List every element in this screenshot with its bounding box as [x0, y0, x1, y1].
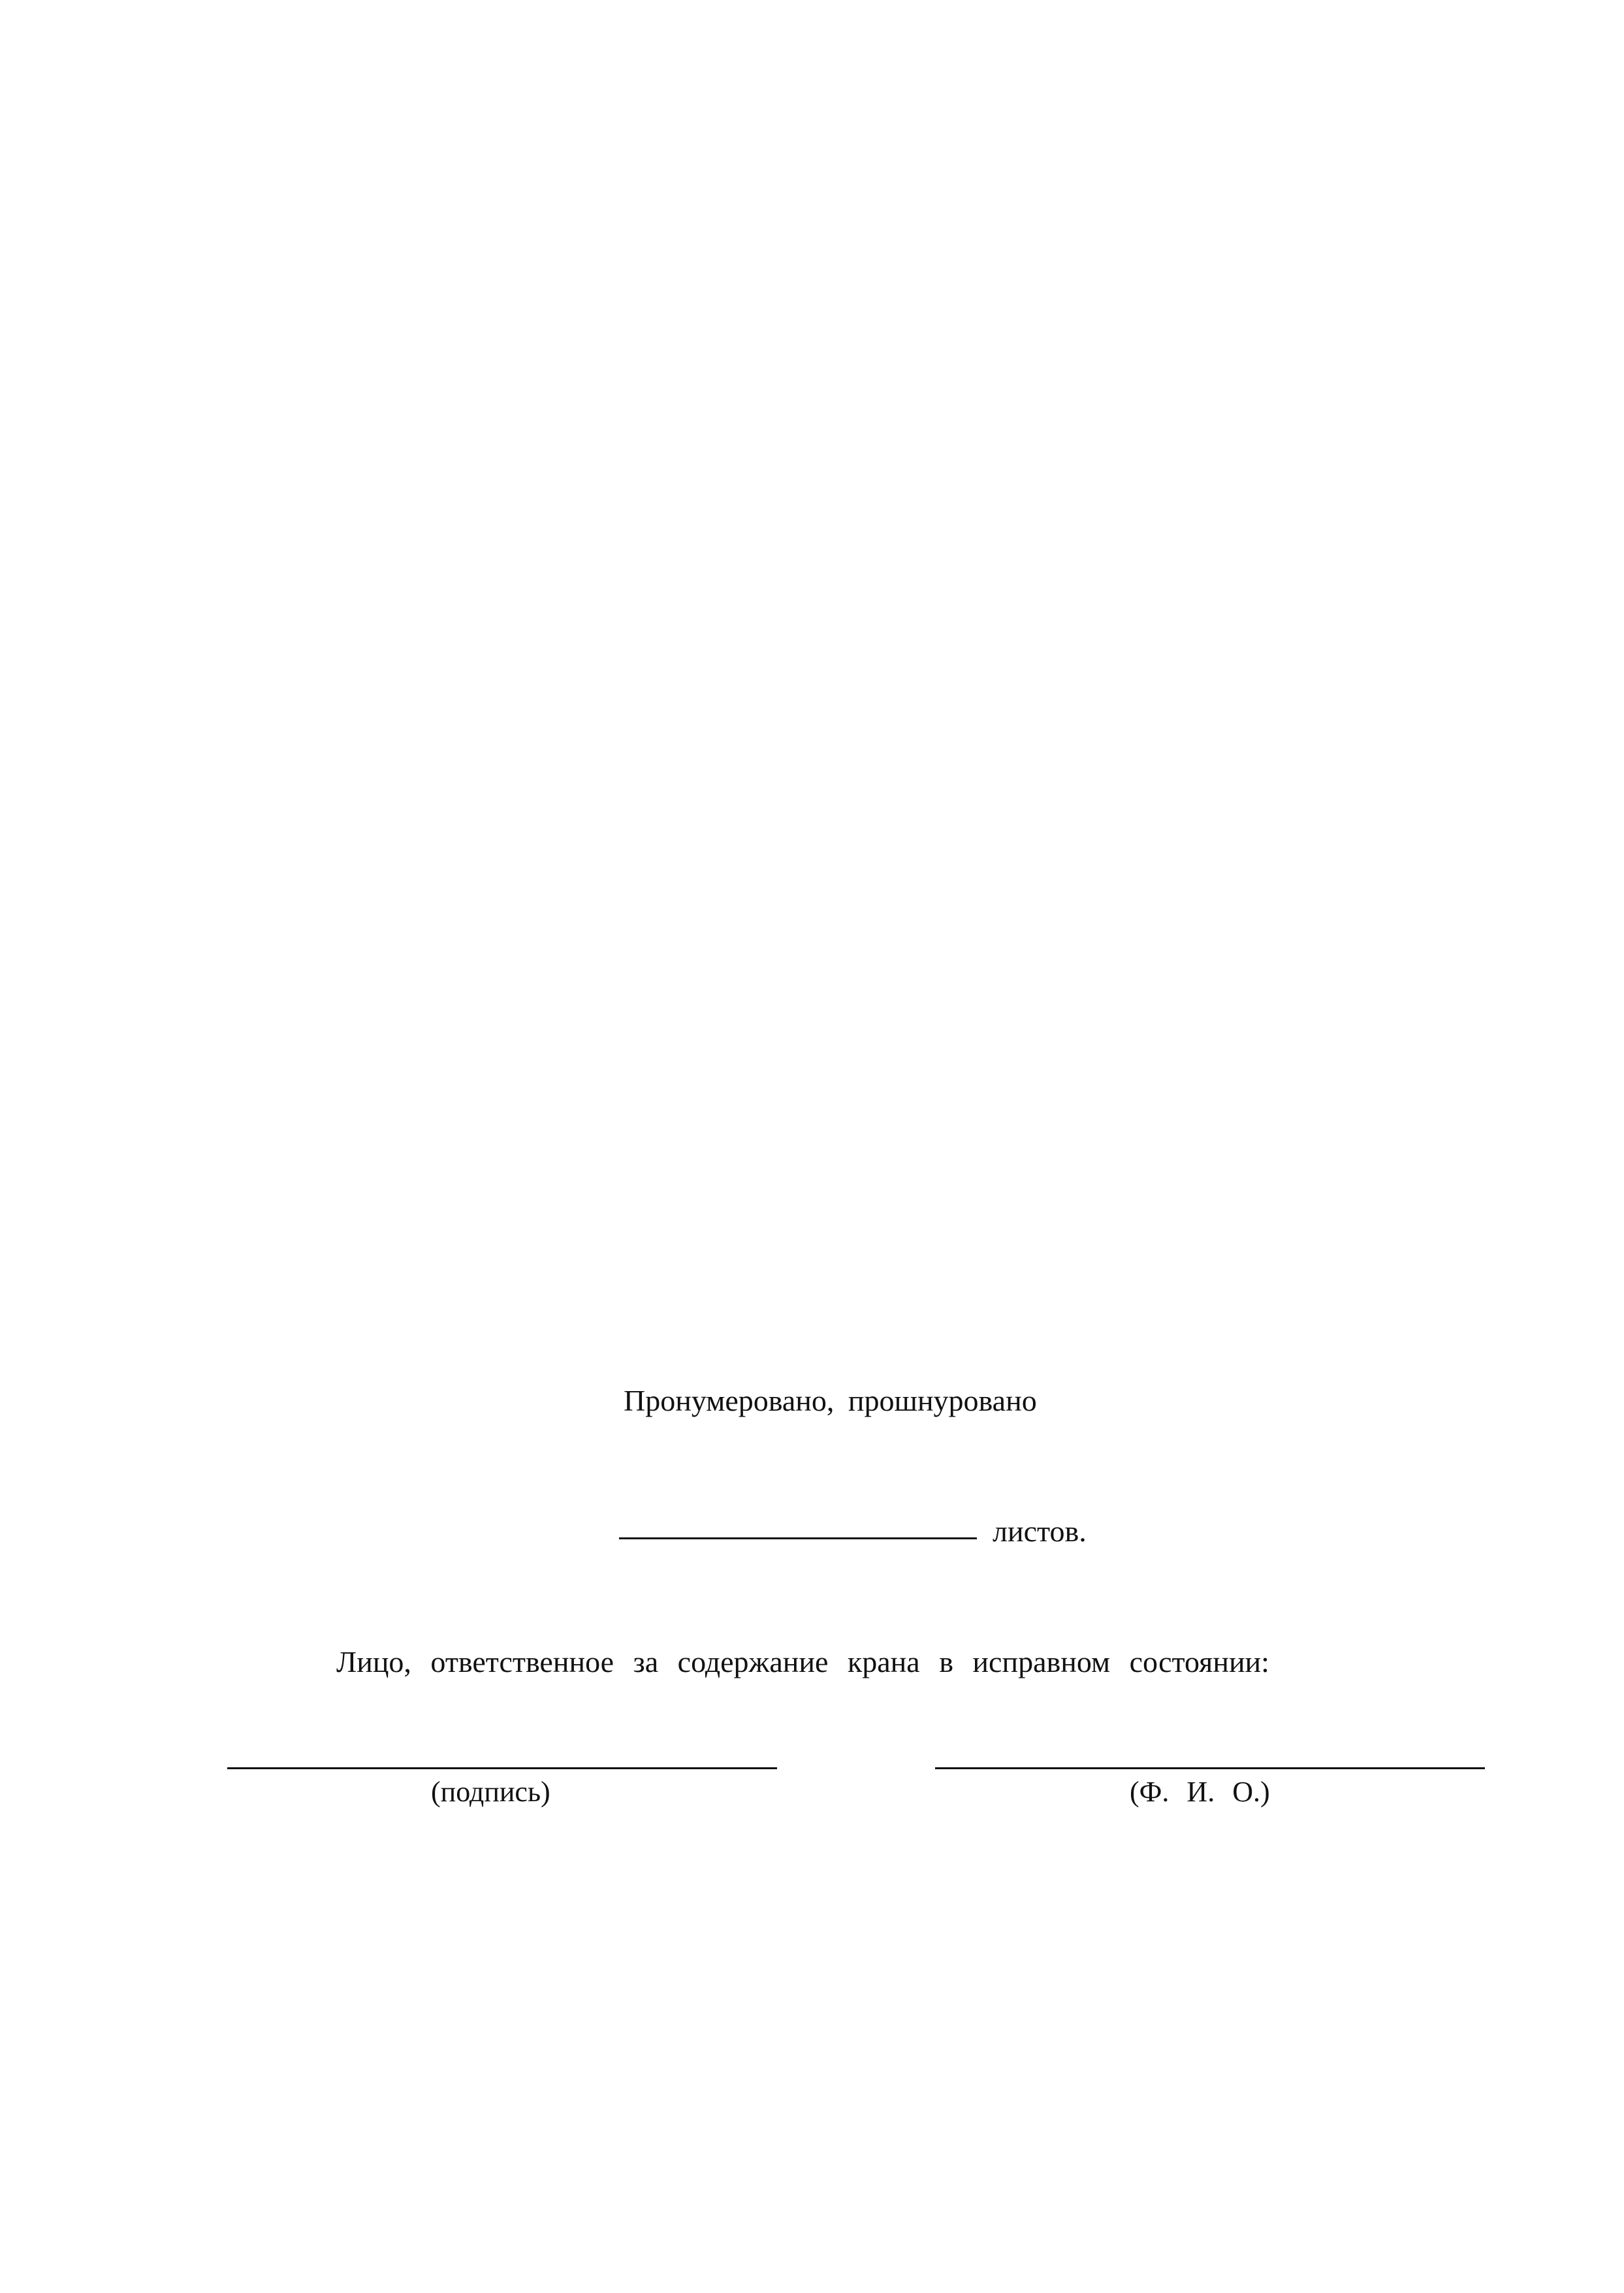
sheet-count-blank-line: [619, 1537, 977, 1539]
signature-blank-line: [227, 1767, 777, 1769]
responsible-person-label: Лицо, ответственное за содержание крана в исправном состоянии:: [336, 1645, 1269, 1678]
signature-caption: (подпись): [431, 1776, 550, 1808]
numbered-laced-heading: Пронумеровано, прошнуровано: [624, 1384, 1037, 1417]
sheets-suffix-text: листов.: [993, 1515, 1087, 1548]
full-name-blank-line: [935, 1767, 1485, 1769]
full-name-caption: (Ф. И. О.): [1130, 1776, 1270, 1808]
